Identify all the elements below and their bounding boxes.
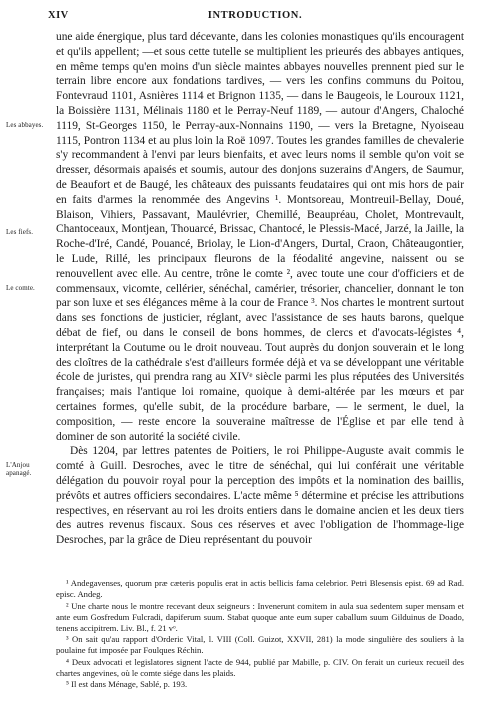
page-number: XIV xyxy=(48,10,69,21)
footnotes xyxy=(56,578,464,690)
paragraph-abbayes-fiefs-comte: une aide énergique, plus tard décevante, dans les colonies monastiques qu'ils encouragent et qu'ils appellent; —et sous cette tutelle se multiplient les prieurés des abbayes antiques, en même temps qu'en moins d'un siècle maintes abbayes nouvelles prennent pied sur le terrain libre encore aux fondations tardives, — vers les confins communs du Poitou, Fontevraud 1101, Asnières 1114 et Brignon 1135, — dans le Baugeois, le Louroux 1121, la Boissière 1131, Mélinais 1180 et le Perray-Neuf 1189, — autour d'Angers, Chaloché 1119, St-Georges 1150, le Perray-aux-Nonnains 1190, — vers la Bretagne, Nyoiseau 1115, Pontron 1134 et au plus loin la Roë 1097. Toutes les grandes familles de chevalerie s'y recommandent à l'envi par leurs bienfaits, et avec leurs noms il semble qu'on voit se dresser, désormais apaisés et soumis, autour des donjons suzerains d'Angers, de Saumur, de Beaufort et de Baugé, les châteaux des puissants feudataires qui ont mis hors de pair en faits d'armes la renommée des Angevins ¹. Montsoreau, Montreuil-Bellay, Doué, Blaison, Vihiers, Passavant, Maulévrier, Chemillé, Beaupréau, Cholet, Montrevault, Chantoceaux, Montjean, Thouarcé, Brissac, Chantocé, le Plessis-Macé, Jarzé, la Jaille, la Roche-d'Iré, Candé, Pouancé, Briolay, le Lion-d'Angers, Durtal, Craon, Châteaugontier, le Lude, Rillé, les principaux fleurons de la féodalité angevine, naissent ou se renouvellent avec elle. Au centre, trône le comte ², avec toute une cour d'officiers et de commensaux, vicomte, cellérier, sénéchal, camérier, trésorier, chancelier, donnant le ton par son luxe et ses élégances même à la cour de France ³. Nos chartes le montrent surtout dans ses fonctions de justicier, réglant, avec l'assistance de ses hauts barons, quelque débat de fief, ou dans le conseil de bons hommes, de clercs et d'avocats-légistes ⁴, interprétant la Coutume ou le droit nouveau. Tout auprès du donjon souverain et le long des cloîtres de la cathédrale s'est d'ailleurs formée déjà et va se développant une véritable école de juristes, qui prendra rang au XIVᵉ siècle parmi les plus réputées des Universités françaises; mais l'antique loi romaine, quoique à demi-altérée par les mœurs et par certaines formes, qu'elle subit, de la procédure barbare, — le serment, le duel, la composition, — reste encore la souveraine maîtresse de l'Église et par elle tend à dominer de son autorité la société civile. xyxy=(56,31,464,443)
footnote-1: ¹ Andegavenses, quorum præ cæteris populis erat in actis bellicis fama celebrior. Petri Blesensis epist. 69 ad Rad. episc. Andeg. xyxy=(56,578,464,599)
main-text xyxy=(56,30,464,548)
footnote-4: ⁴ Deux advocati et legislatores signent l'acte de 944, publié par Mabille, p. CIV. On ferait un curieux recueil des chartes angevines, où le comte siége dans les plaids. xyxy=(56,656,464,678)
margin-note-apanage-line1: L'Anjou xyxy=(6,461,30,469)
footnote-5: ⁵ Il est dans Ménage, Sablé, p. 193. xyxy=(66,679,188,689)
footnote-3: ³ On sait qu'au rapport d'Orderic Vital, l. VIII (Coll. Guizot, XXVII, 281) la mode singulière des souliers à la poulaine fut imposée par Foulques Réchin. xyxy=(56,634,464,655)
running-header xyxy=(48,10,462,24)
margin-note-abbayes: Les abbayes. xyxy=(6,121,44,129)
footnote-2: ² Une charte nous le montre recevant deux seigneurs : Invenerunt comitem in aula sua sedentem super mensam et ante eum Gosfredum Fulcradi, dapiferum suum. Stabat quoque ante eum super caballum suum Gilduinus de Doado, tenens accipitrem. Liv. Bl., f. 21 vᵒ. xyxy=(56,600,464,633)
margin-note-fiefs: Les fiefs. xyxy=(6,228,34,236)
margin-note-apanage xyxy=(6,461,52,477)
margin-note-comte: Le comte. xyxy=(6,284,35,292)
margin-note-apanage-line2: apanagé. xyxy=(6,469,32,477)
running-title: INTRODUCTION. xyxy=(207,10,303,21)
paragraph-apanage: Dès 1204, par lettres patentes de Poitiers, le roi Philippe-Auguste avait commis le comté à Guill. Desroches, avec le titre de sénéchal, qui lui conférait une véritable délégation du pouvoir royal pour la perception des impôts et la nomination des baillis, prévôts et autres officiers secondaires. L'acte même ⁵ détermine et précise les attributions respectives, en réservant au roi les droits entiers dans le domaine ancien et les deux tiers des autres revenus fiscaux. Sous ces réserves et avec l'obligation de l'hommage-lige Desroches, par la grâce de Dieu représentant du pouvoir xyxy=(56,445,464,547)
